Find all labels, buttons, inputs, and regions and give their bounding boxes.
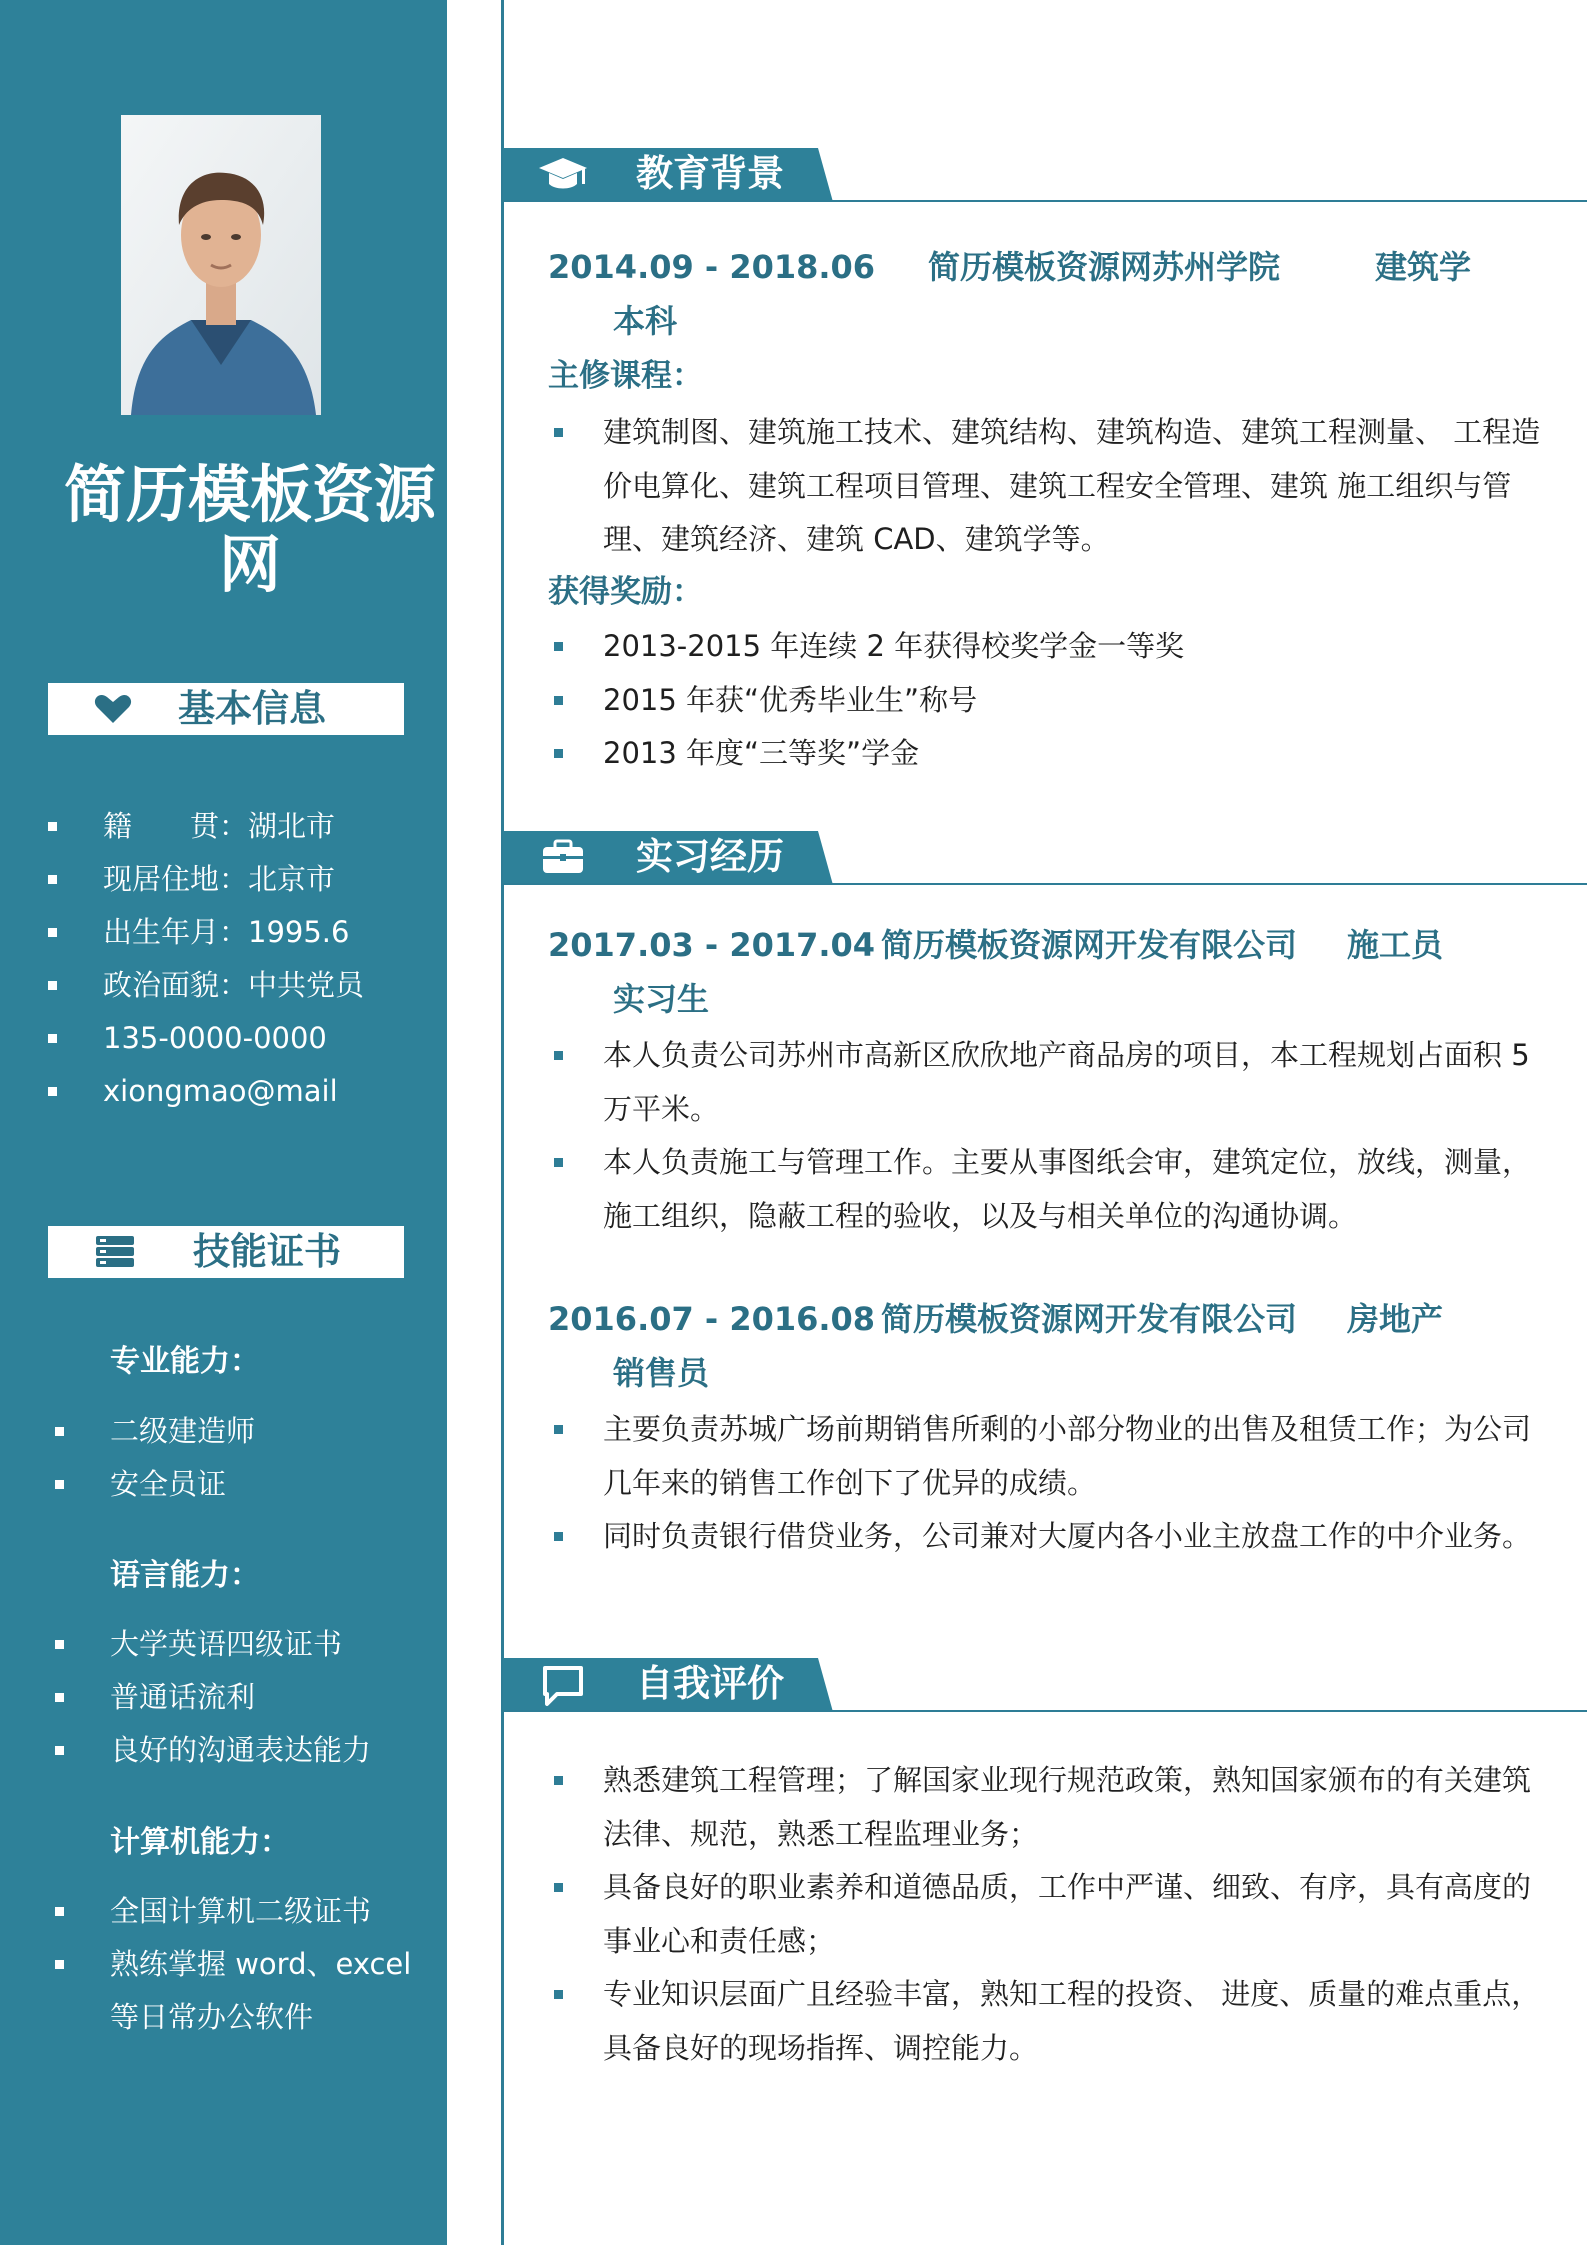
education-major: 建筑学 [1375,248,1472,286]
certificate-icon [96,1236,136,1266]
courses-list [548,406,1548,567]
awards-clip [503,620,1587,770]
awards-label: 获得奖励： [548,574,703,610]
email-address: xiongmao@mail [48,1065,364,1118]
list-item: 主要负责苏城广场前期销售所剩的小部分物业的出售及租赁工作；为公司几年来的销售工作创下了优异的成绩。 [548,1403,1548,1510]
list-item: 出生年月：1995.6 [48,906,364,959]
skill-group-list [55,1405,425,1511]
education-title: 教育背景 [636,152,784,195]
skill-group-list [55,1885,425,2044]
list-item: 现居住地：北京市 [48,853,364,906]
internship-title: 实习经历 [636,835,784,878]
list-item: 熟悉建筑工程管理；了解国家业现行规范政策，熟知国家颁布的有关建筑法律、规范，熟悉工程监理业务； [548,1754,1548,1861]
job-role: 房地产 [1347,1300,1444,1338]
list-item: 政治面貌：中共党员 [48,959,364,1012]
skill-group-label: 专业能力： [110,1344,260,1379]
list-item: 本人负责公司苏州市高新区欣欣地产商品房的项目，本工程规划占面积 5 万平米。 [548,1029,1548,1136]
phone-number: 135-0000-0000 [48,1012,364,1065]
job-role: 施工员 [1347,926,1444,964]
job-bullets-clip [503,1403,1587,1561]
skill-group-list [55,1618,425,1777]
section-rule [503,883,1587,885]
job-role-title: 销售员 [613,1354,710,1392]
basic-info-list [48,800,364,1118]
skill-group-label: 计算机能力： [110,1825,290,1860]
list-item: 籍 贯：湖北市 [48,800,364,853]
basic-info-header [48,683,404,735]
education-school: 简历模板资源网苏州学院 [928,248,1281,286]
profile-photo [121,115,321,415]
list-item: 熟练掌握 word、excel 等日常办公软件 [55,1938,425,2044]
list-item: 大学英语四级证书 [55,1618,425,1671]
list-item: 同时负责银行借贷业务，公司兼对大厦内各小业主放盘工作的中介业务。 [548,1510,1548,1564]
courses-label: 主修课程： [548,358,703,394]
skills-header [48,1226,404,1278]
internship-section [503,831,1587,1591]
candidate-name: 简历模板资源网 [63,458,436,601]
job-role-title: 实习生 [613,980,710,1018]
list-item: 普通话流利 [55,1671,425,1724]
list-item: 建筑制图、建筑施工技术、建筑结构、建筑构造、建筑工程测量、 工程造价电算化、建筑工程项目管理、建筑工程安全管理、建筑 施工组织与管理、建筑经济、建筑 CAD、建筑学等。 [548,406,1548,567]
skills-title: 技能证书 [193,1230,341,1273]
list-item: 安全员证 [55,1458,425,1511]
awards-list [548,620,1548,781]
briefcase-icon [537,839,589,875]
basic-info-title: 基本信息 [178,687,326,730]
education-degree: 本科 [613,302,678,340]
list-item: 2013 年度“三等奖”学金 [548,727,1548,781]
job-bullets [548,1029,1548,1243]
job-company: 简历模板资源网开发有限公司 [881,926,1298,964]
self-eval-section [503,1658,1587,2078]
graduation-cap-icon [537,156,589,192]
job-period: 2016.07 - 2016.08 [548,1300,876,1338]
list-item: 良好的沟通表达能力 [55,1724,425,1777]
list-item: 全国计算机二级证书 [55,1885,425,1938]
education-section [503,148,1587,770]
section-rule [503,1710,1587,1712]
heart-icon [93,694,133,724]
list-item: 2013-2015 年连续 2 年获得校奖学金一等奖 [548,620,1548,674]
job-period: 2017.03 - 2017.04 [548,926,876,964]
education-period: 2014.09 - 2018.06 [548,248,876,286]
list-item: 2015 年获“优秀毕业生”称号 [548,674,1548,728]
skill-group-label: 语言能力： [110,1558,260,1593]
self-eval-list [548,1754,1548,2075]
list-item: 具备良好的职业素养和道德品质，工作中严谨、细致、有序，具有高度的事业心和责任感； [548,1861,1548,1968]
list-item: 本人负责施工与管理工作。主要从事图纸会审，建筑定位，放线，测量，施工组织，隐蔽工程的验收，以及与相关单位的沟通协调。 [548,1136,1548,1243]
self-eval-title: 自我评价 [636,1662,784,1705]
section-rule [503,200,1587,202]
job-bullets [548,1403,1548,1564]
speech-bubble-icon [537,1666,589,1702]
list-item: 二级建造师 [55,1405,425,1458]
job-company: 简历模板资源网开发有限公司 [881,1300,1298,1338]
list-item: 专业知识层面广且经验丰富，熟知工程的投资、 进度、质量的难点重点，具备良好的现场指挥、调控能力。 [548,1968,1548,2075]
